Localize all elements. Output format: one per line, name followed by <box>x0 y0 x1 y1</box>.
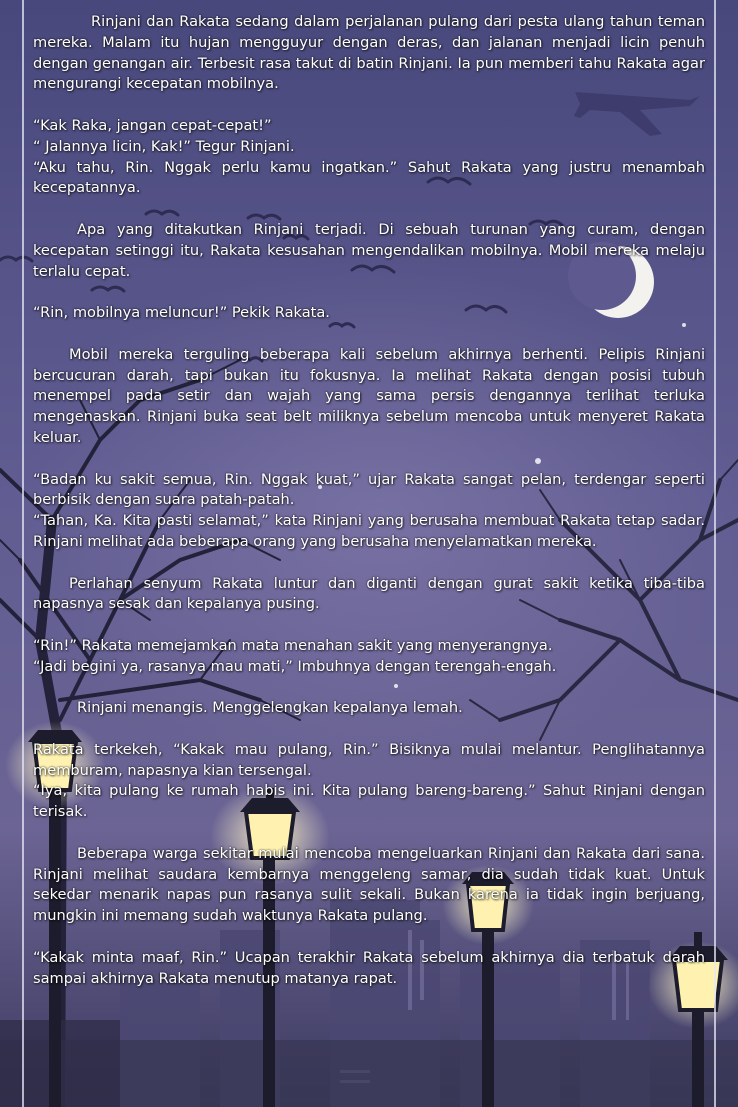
paragraph: Rinjani menangis. Menggelengkan kepalanya lemah. <box>77 699 463 717</box>
dialogue-block <box>33 470 705 553</box>
dialogue-line: “Badan ku sakit semua, Rin. Nggak kuat,” ujar Rakata sangat pelan, terdengar seperti berbisik dengan suara patah-patah. <box>33 470 705 509</box>
dialogue-line: “Aku tahu, Rin. Nggak perlu kamu ingatkan.” Sahut Rakata yang justru menambah kecepatannya. <box>33 158 705 197</box>
dialogue-line: “Tahan, Ka. Kita pasti selamat,” kata Rinjani yang berusaha membuat Rakata tetap sadar. Rinjani melihat ada beberapa orang yang berusaha menyelamatkan mereka. <box>33 512 705 550</box>
paragraph: Mobil mereka terguling beberapa kali sebelum akhirnya berhenti. Pelipis Rinjani bercucuran darah, tapi bukan itu fokusnya. Ia melihat Rakata dengan posisi tubuh menempel pada setir dan wajah yang sama persis dengannya terlihat terluka mengenaskan. Rinjani buka seat belt miliknya sebelum mencoba untuk menyeret Rakata keluar. <box>33 345 705 446</box>
dialogue-line: “Rin, mobilnya meluncur!” Pekik Rakata. <box>33 304 330 322</box>
dialogue-block <box>33 636 705 678</box>
dialogue-line: “ Jalannya licin, Kak!” Tegur Rinjani. <box>33 137 295 155</box>
dialogue-block <box>33 740 705 823</box>
dialogue-line: “Kak Raka, jangan cepat-cepat!” <box>33 116 272 134</box>
paragraph: Beberapa warga sekitar mulai mencoba mengeluarkan Rinjani dan Rakata dari sana. Rinjani melihat saudara kembarnya menggeleng samar, dia sudah tidak kuat. Untuk sekedar menarik napas pun rasanya sulit sekali. Bukan karena ia tidak ingin berjuang, mungkin ini memang sudah waktunya Rakata pulang. <box>33 844 705 925</box>
story-text <box>33 12 705 1010</box>
paragraph: Rinjani dan Rakata sedang dalam perjalanan pulang dari pesta ulang tahun teman mereka. Malam itu hujan mengguyur dengan deras, dan jalanan menjadi licin penuh dengan genangan air. Terbesit rasa takut di batin Rinjani. Ia pun memberi tahu Rakata agar mengurangi kecepatan mobilnya. <box>33 13 705 93</box>
paragraph: Perlahan senyum Rakata luntur dan diganti dengan gurat sakit ketika tiba-tiba napasnya sesak dan kepalanya pusing. <box>33 574 705 613</box>
dialogue-line: “Rin!” Rakata memejamkan mata menahan sakit yang menyerangnya. <box>33 636 553 654</box>
dialogue-line: “Iya, kita pulang ke rumah habis ini. Kita pulang bareng-bareng.” Sahut Rinjani dengan terisak. <box>33 782 705 821</box>
dialogue-line: “Kakak minta maaf, Rin.” Ucapan terakhir Rakata sebelum akhirnya dia terbatuk darah sampai akhirnya Rakata menutup matanya rapat. <box>33 948 705 987</box>
dialogue-line: “Jadi begini ya, rasanya mau mati,” Imbuhnya dengan terengah-engah. <box>33 657 557 675</box>
dialogue-block <box>33 116 705 199</box>
paragraph: Apa yang ditakutkan Rinjani terjadi. Di sebuah turunan yang curam, dengan kecepatan setinggi itu, Rakata kesusahan mengendalikan mobilnya. Mobil mereka melaju terlalu cepat. <box>33 220 705 280</box>
dialogue-line: Rakata terkekeh, “Kakak mau pulang, Rin.” Bisiknya mulai melantur. Penglihatannya memburam, napasnya kian tersengal. <box>33 740 705 779</box>
